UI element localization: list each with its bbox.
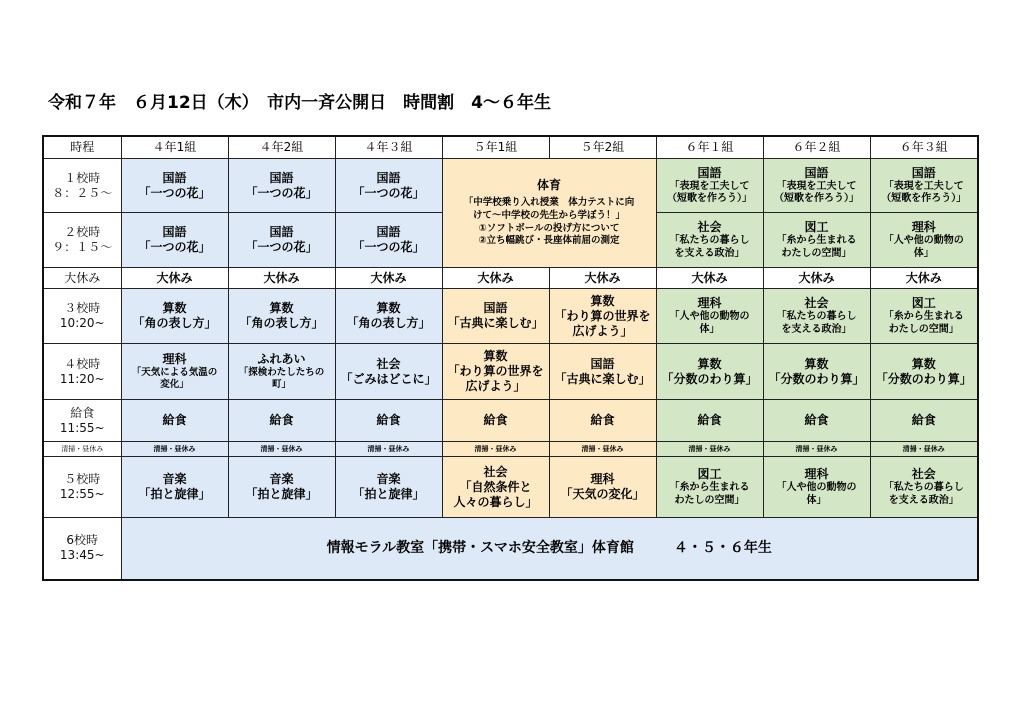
lesson-cell: 算数 「角の表し方」: [335, 289, 442, 344]
row-period-4: [43, 344, 978, 400]
period-label: ５校時 12:55~: [43, 457, 121, 518]
period-label: ３校時 10:20~: [43, 289, 121, 344]
sixth-period-event-cell: [121, 518, 978, 580]
header-class-6-1: ６年１組: [656, 136, 763, 159]
period-label: 大休み: [43, 268, 121, 289]
lunch-cell: 給食: [870, 400, 978, 442]
row-period-1: [43, 159, 978, 213]
header-period: 時程: [43, 136, 121, 159]
page-title: 令和７年 ６月12日（木） 市内一斉公開日 時間割 4～６年生: [48, 93, 551, 113]
cleaning-cell: 清掃・昼休み: [870, 442, 978, 457]
cleaning-cell: 清掃・昼休み: [121, 442, 228, 457]
header-class-4-1: ４年1組: [121, 136, 228, 159]
lesson-cell: 国語 「一つの花」: [121, 213, 228, 268]
lesson-cell: 社会 「ごみはどこに」: [335, 344, 442, 400]
lesson-cell: 国語 「表現を工夫して （短歌を作ろう）」: [870, 159, 978, 213]
cleaning-cell: 清掃・昼休み: [656, 442, 763, 457]
lesson-cell: 国語 「古典に楽しむ」: [549, 344, 656, 400]
lesson-cell: 図工 「糸から生まれる わたしの空間」: [870, 289, 978, 344]
period-label: 給食 11:55~: [43, 400, 121, 442]
header-class-5-1: ５年1組: [442, 136, 549, 159]
lesson-cell: 算数 「角の表し方」: [121, 289, 228, 344]
cleaning-cell: 清掃・昼休み: [335, 442, 442, 457]
timetable: [42, 135, 979, 581]
lesson-cell: 図工 「糸から生まれる わたしの空間」: [763, 213, 870, 268]
period-label: １校時 ８：２５～: [43, 159, 121, 213]
period-label: ４校時 11:20~: [43, 344, 121, 400]
lesson-cell: 理科 「人や他の動物の 体」: [870, 213, 978, 268]
period-label: 6校時 13:45~: [43, 518, 121, 580]
event-description: 情報モラル教室「携帯・スマホ安全教室」体育館: [326, 539, 634, 556]
lesson-cell: 社会 「自然条件と 人々の暮らし」: [442, 457, 549, 518]
lesson-cell: 音楽 「拍と旋律」: [121, 457, 228, 518]
break-cell: 大休み: [870, 268, 978, 289]
row-period-5: [43, 457, 978, 518]
cleaning-cell: 清掃・昼休み: [442, 442, 549, 457]
cleaning-cell: 清掃・昼休み: [549, 442, 656, 457]
header-class-5-2: ５年2組: [549, 136, 656, 159]
row-period-6: [43, 518, 978, 580]
lesson-cell: 社会 「私たちの暮らし を支える政治」: [763, 289, 870, 344]
lesson-cell: 理科 「天気による気温の 変化」: [121, 344, 228, 400]
lesson-cell: 国語 「一つの花」: [335, 213, 442, 268]
row-period-3: [43, 289, 978, 344]
lesson-cell: 理科 「人や他の動物の 体」: [656, 289, 763, 344]
lesson-cell: 国語 「一つの花」: [121, 159, 228, 213]
lesson-cell: ふれあい 「探検わたしたちの 町」: [228, 344, 335, 400]
row-lunch: [43, 400, 978, 442]
lesson-cell: 理科 「天気の変化」: [549, 457, 656, 518]
lesson-cell: 国語 「一つの花」: [228, 213, 335, 268]
lesson-cell: 国語 「一つの花」: [335, 159, 442, 213]
lesson-cell: 音楽 「拍と旋律」: [228, 457, 335, 518]
break-cell: 大休み: [335, 268, 442, 289]
cleaning-cell: 清掃・昼休み: [228, 442, 335, 457]
lesson-cell: 算数 「分数のわり算」: [763, 344, 870, 400]
row-break: [43, 268, 978, 289]
break-cell: 大休み: [228, 268, 335, 289]
header-class-6-3: ６年３組: [870, 136, 978, 159]
lesson-cell: 社会 「私たちの暮らし を支える政治」: [656, 213, 763, 268]
lesson-cell: 図工 「糸から生まれる わたしの空間」: [656, 457, 763, 518]
break-cell: 大休み: [442, 268, 549, 289]
period-label: 清掃・昼休み: [43, 442, 121, 457]
break-cell: 大休み: [549, 268, 656, 289]
lesson-cell: 算数 「角の表し方」: [228, 289, 335, 344]
header-class-6-2: ６年２組: [763, 136, 870, 159]
break-cell: 大休み: [121, 268, 228, 289]
pe-lesson-cell: 体育 「中学校乗り入れ授業 体力テストに向 けて～中学校の先生から学ぼう！」 ①ソフトボールの投げ方について ②立ち幅跳び・長座体前屈の測定: [442, 159, 656, 268]
row-cleaning: [43, 442, 978, 457]
header-class-4-2: ４年2組: [228, 136, 335, 159]
break-cell: 大休み: [763, 268, 870, 289]
lesson-cell: 社会 「私たちの暮らし を支える政治」: [870, 457, 978, 518]
lesson-cell: 算数 「分数のわり算」: [870, 344, 978, 400]
lunch-cell: 給食: [121, 400, 228, 442]
lunch-cell: 給食: [335, 400, 442, 442]
header-row: [43, 136, 978, 159]
lesson-cell: 国語 「一つの花」: [228, 159, 335, 213]
period-label: ２校時 ９：１５～: [43, 213, 121, 268]
lunch-cell: 給食: [549, 400, 656, 442]
event-grades: ４・５・６年生: [673, 539, 772, 556]
lunch-cell: 給食: [763, 400, 870, 442]
lunch-cell: 給食: [442, 400, 549, 442]
lesson-cell: 国語 「表現を工夫して （短歌を作ろう）」: [656, 159, 763, 213]
lesson-cell: 算数 「わり算の世界を 広げよう」: [442, 344, 549, 400]
lesson-cell: 理科 「人や他の動物の 体」: [763, 457, 870, 518]
lunch-cell: 給食: [228, 400, 335, 442]
cleaning-cell: 清掃・昼休み: [763, 442, 870, 457]
lesson-cell: 音楽 「拍と旋律」: [335, 457, 442, 518]
break-cell: 大休み: [656, 268, 763, 289]
lesson-cell: 算数 「分数のわり算」: [656, 344, 763, 400]
lesson-cell: 算数 「わり算の世界を 広げよう」: [549, 289, 656, 344]
lesson-cell: 国語 「古典に楽しむ」: [442, 289, 549, 344]
header-class-4-3: ４年３組: [335, 136, 442, 159]
lesson-cell: 国語 「表現を工夫して （短歌を作ろう）」: [763, 159, 870, 213]
lunch-cell: 給食: [656, 400, 763, 442]
